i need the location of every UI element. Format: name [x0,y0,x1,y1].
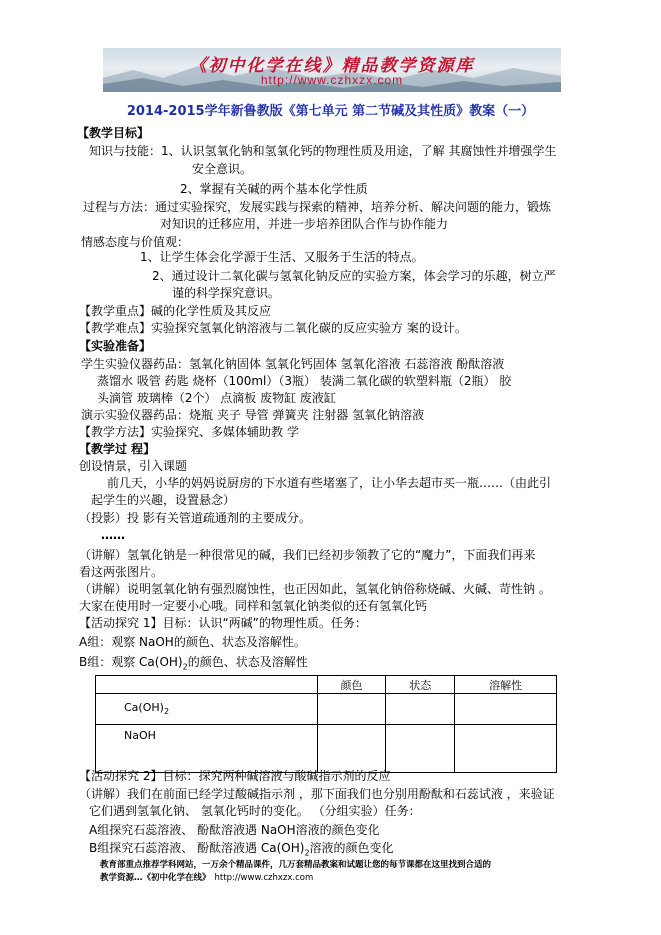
table-cell [317,694,386,725]
text-line: （讲解）说明氢氧化钠有强烈腐蚀性，也正因如此，氢氧化钠俗称烧碱、火碱、苛性钠 。 [79,582,551,596]
table-header-cell: 溶解性 [455,676,557,694]
text-line: A组探究石蕊溶液、 酚酞溶液遇 NaOH溶液的颜色变化 [89,823,380,837]
footer-line-2: 教学资源…《初中化学在线》 http://www.czhxzx.com [100,873,314,883]
text-line: 2、掌握有关碱的两个基本化学性质 [180,182,368,196]
text-line: 安全意识。 [192,162,253,176]
document-title: 2014-2015学年新鲁教版《第七单元 第二节碱及其性质》教案（一） [126,104,535,119]
text-line: 谨的科学探究意识。 [172,286,281,300]
table-cell [455,725,557,773]
banner-title: 《初中化学在线》精品教学资源库 [189,56,475,76]
text-line: A组：观察 NaOH的颜色、状态及溶解性。 [79,635,306,649]
text-line: 1、让学生体会化学源于生活、又服务于生活的特点。 [140,250,424,264]
table-header-cell: 颜色 [317,676,386,694]
table-cell [317,725,386,773]
banner-url[interactable]: http://www.czhxzx.com [260,73,404,87]
text-line: 过程与方法：通过实验探究，发展实践与探索的精神，培养分析、解决问题的能力，锻炼 [83,200,552,214]
text-line: 学生实验仪器药品：氢氧化钠固体 氢氧化钙固体 氢氧化溶液 石蕊溶液 酚酞溶液 [81,357,505,371]
text-line: 看这两张图片。 [79,565,164,579]
text-line: 前几天，小华的妈妈说厨房的下水道有些堵塞了，让小华去超市买一瓶……（由此引 [107,476,552,490]
section-process: 【教学过 程】 [79,442,156,456]
table-cell [455,694,557,725]
section-difficulties: 【教学难点】实验探究氢氧化钠溶液与二氧化碳的反应实验方 案的设计。 [79,321,467,335]
text-line: …… [101,528,125,542]
text-line: 起学生的兴趣，设置悬念） [91,493,236,507]
text-line: 演示实验仪器药品：烧瓶 夹子 导管 弹簧夹 注射器 氢氧化钠溶液 [81,408,425,422]
table-cell [386,725,455,773]
table-row [96,694,557,725]
table-row-label: NaOH [96,725,318,773]
text-line: 2、通过设计二氧化碳与氢氧化钠反应的实验方案，体会学习的乐趣，树立严 [152,269,556,283]
properties-table [95,675,557,773]
activity-2-heading: 【活动探究 2】目标：探究两种碱溶液与酸碱指示剂的反应 [79,769,391,783]
table-header-row [96,676,557,694]
table-header-cell [96,676,318,694]
table-row [96,725,557,773]
activity-1-heading: 【活动探究 1】目标：认识“两碱”的物理性质。任务： [79,616,367,630]
footer-url[interactable]: http://www.czhxzx.com [214,873,314,883]
text-line: B组：观察 $Ca(OH)_2$的颜色、状态及溶解性 [79,655,308,672]
section-key-points: 【教学重点】碱的化学性质及其反应 [79,304,272,318]
text-line: 情感态度与价值观： [81,235,190,249]
text-line: 蒸馏水 吸管 药匙 烧杯（100ml）（3瓶） 装满二氧化碳的软塑料瓶（2瓶） 胶 [97,374,512,388]
footer-line-1: 教育部重点推荐学科网站，一万余个精品课件，几万套精品教案和试题让您的每节课都在这里找到合适的 [100,860,492,870]
text-line: 知识与技能：1、认识氢氧化钠和氢氧化钙的物理性质及用途，了解 其腐蚀性并增强学生 [89,144,557,158]
text-line: （讲解）氢氧化钠是一种很常见的碱，我们已经初步领教了它的“魔力”，下面我们再来 [79,548,536,562]
text-line: 它们遇到氢氧化钠、 氢氧化钙时的变化。 （分组实验）任务： [89,804,421,818]
table-header-cell: 状态 [386,676,455,694]
text-line: 头滴管 玻璃棒（2个） 点滴板 废物缸 废液缸 [97,391,336,405]
header-banner [103,48,561,92]
text-line: B组探究石蕊溶液、 酚酞溶液遇 $Ca(OH)_2$溶液的颜色变化 [89,841,394,858]
text-line: （投影）投 影有关管道疏通剂的主要成分。 [79,511,311,525]
table-row-label: $Ca(OH)_2$ [96,694,318,725]
text-line: 对知识的迁移应用，并进一步培养团队合作与协作能力 [160,217,449,231]
section-methods: 【教学方法】实验探究、多媒体辅助教 学 [79,425,299,439]
section-teaching-goals: 【教学目标】 [77,126,150,140]
text-line: （讲解）我们在前面已经学过酸碱指示剂 ，那下面我们也分别用酚酞和石蕊试液 ，来验证 [79,787,555,801]
text-line: 大家在使用时一定要小心哦。同样和氢氧化钠类似的还有氢氧化钙 [79,599,428,613]
section-preparation: 【实验准备】 [79,339,152,353]
table-cell [386,694,455,725]
text-line: 创设情景，引入课题 [79,459,188,473]
